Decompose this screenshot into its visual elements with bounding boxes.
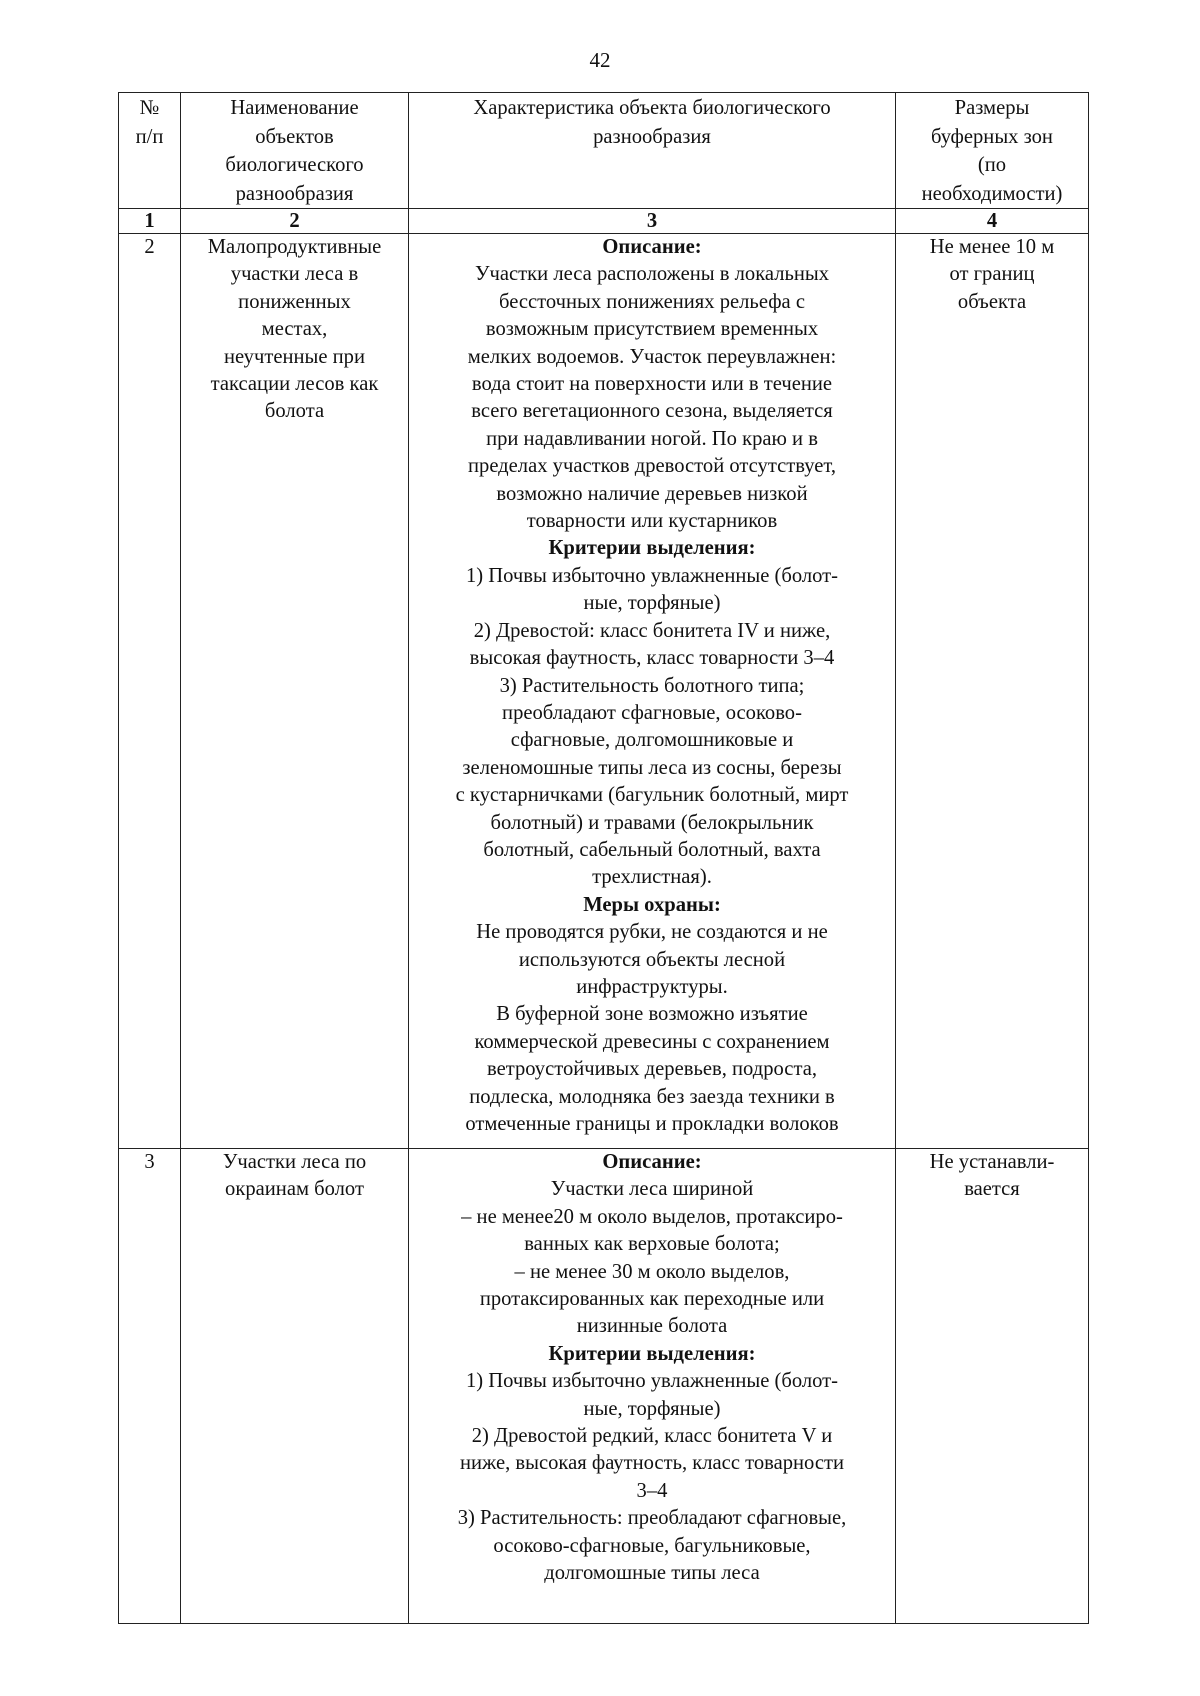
cell-line: подлеска, молодняка без заезда техники в (469, 1085, 835, 1108)
cell-line: используются объекты лесной (518, 948, 786, 971)
cell-line: В буферной зоне возможно изъятие (496, 1003, 808, 1026)
cell-line: ные, торфяные) (583, 592, 721, 615)
cell-line: окраинам болот (225, 1178, 364, 1201)
cell-line: мелких водоемов. Участок переувлажнен: (467, 345, 837, 368)
cell-line: 2) Древостой: класс бонитета IV и ниже, (473, 619, 831, 642)
cell-line: 3) Растительность: преобладают сфагновые, (457, 1507, 847, 1530)
object-name-cell (181, 234, 409, 1149)
cell-line: Малопродуктивные (207, 236, 382, 258)
table-row (119, 1149, 1089, 1624)
cell-line: трехлистная). (592, 866, 712, 889)
cell-line: Участки леса шириной (550, 1178, 754, 1201)
section-heading: Критерии выделения: (548, 1342, 756, 1365)
buffer-zone-cell (896, 1149, 1089, 1624)
header-cell-name (181, 93, 409, 209)
cell-line: Не устанавли- (929, 1151, 1055, 1173)
cell-line: Наименование (230, 97, 359, 119)
cell-line: № (139, 97, 160, 119)
characteristic-cell (409, 234, 896, 1149)
header-cell-number (119, 93, 181, 209)
cell-line: болотный, сабельный болотный, вахта (483, 838, 821, 861)
cell-line: протаксированных как переходные или (479, 1288, 825, 1311)
column-number-row (119, 209, 1089, 234)
cell-line: ванных как верховые болота; (524, 1233, 780, 1256)
cell-line: зеленомошные типы леса из сосны, березы (462, 756, 842, 779)
header-cell-characteristic (409, 93, 896, 209)
cell-line: с кустарничками (багульник болотный, мирт (455, 784, 849, 807)
cell-line: болотный) и травами (белокрыльник (490, 811, 814, 834)
biodiversity-table (118, 92, 1089, 1624)
cell-line: 3–4 (636, 1479, 668, 1502)
cell-line: Не проводятся рубки, не создаются и не (476, 921, 828, 944)
object-name-cell (181, 1149, 409, 1624)
cell-line: коммерческой древесины с сохранением (474, 1030, 830, 1053)
cell-line: 1) Почвы избыточно увлажненные (болот- (465, 564, 839, 587)
cell-line: местах, (261, 318, 328, 341)
section-heading: Критерии выделения: (548, 537, 756, 560)
cell-line: высокая фаутность, класс товарности 3–4 (469, 647, 835, 670)
cell-line: буферных зон (931, 125, 1053, 148)
cell-line: неучтенные при (224, 345, 365, 368)
cell-line: при надавливании ногой. По краю и в (486, 427, 818, 450)
cell-line: бессточных понижениях рельефа с (499, 290, 805, 313)
cell-line: преобладают сфагновые, осоково- (502, 701, 802, 724)
characteristic-cell (409, 1149, 896, 1624)
cell-line: возможным присутствием временных (485, 318, 819, 341)
section-heading: Меры охраны: (583, 893, 721, 916)
cell-line: 1) Почвы избыточно увлажненные (болот- (465, 1370, 839, 1393)
row-number: 2 (119, 234, 181, 1149)
cell-line: разнообразия (593, 125, 711, 148)
table-row (119, 234, 1089, 1149)
cell-line: необходимости) (921, 182, 1063, 205)
cell-line: низинные болота (576, 1315, 728, 1338)
cell-line: – не менее20 м около выделов, протаксиро- (461, 1205, 843, 1228)
section-heading: Описание: (602, 1151, 702, 1173)
cell-line: вода стоит на поверхности или в течение (471, 373, 833, 396)
cell-line: Характеристика объекта биологического (473, 97, 831, 119)
cell-line: разнообразия (235, 182, 354, 205)
cell-line: объекта (957, 290, 1027, 313)
cell-line: п/п (135, 125, 164, 148)
cell-line: вается (964, 1178, 1020, 1201)
column-number: 1 (119, 209, 181, 234)
column-number: 3 (409, 209, 896, 234)
cell-line: ветроустойчивых деревьев, подроста, (487, 1058, 817, 1081)
cell-line: таксации лесов как (210, 373, 379, 396)
cell-line: объектов (255, 125, 334, 148)
header-cell-buffer (896, 93, 1089, 209)
section-heading: Описание: (602, 236, 702, 258)
cell-line: возможно наличие деревьев низкой (496, 482, 808, 505)
cell-line: Участки леса расположены в локальных (474, 263, 830, 286)
cell-line: долгомошные типы леса (544, 1562, 760, 1585)
column-number: 2 (181, 209, 409, 234)
row-number: 3 (119, 1149, 181, 1624)
cell-line: Не менее 10 м (929, 236, 1055, 258)
cell-line: 3) Растительность болотного типа; (499, 674, 805, 697)
cell-line: ные, торфяные) (583, 1397, 721, 1420)
buffer-zone-cell (896, 234, 1089, 1149)
cell-line: ниже, высокая фаутность, класс товарности (459, 1452, 845, 1475)
cell-line: – не менее 30 м около выделов, (514, 1260, 790, 1283)
cell-line: Размеры (954, 97, 1030, 119)
cell-line: осоково-сфагновые, багульниковые, (493, 1534, 811, 1557)
cell-line: болота (264, 400, 325, 423)
page-number: 42 (589, 48, 611, 72)
cell-line: пониженных (238, 290, 351, 313)
cell-line: сфагновые, долгомошниковые и (510, 729, 794, 752)
cell-line: Участки леса по (222, 1151, 367, 1173)
cell-line: биологического (225, 154, 364, 176)
cell-line: от границ (949, 263, 1035, 286)
cell-line: 2) Древостой редкий, класс бонитета V и (471, 1425, 833, 1448)
cell-line: товарности или кустарников (526, 510, 778, 533)
cell-line: инфраструктуры. (576, 975, 728, 998)
cell-line: всего вегетационного сезона, выделяется (471, 400, 833, 423)
cell-line: (по (977, 154, 1007, 176)
cell-line: участки леса в (230, 263, 359, 286)
cell-line: отмеченные границы и прокладки волоков (465, 1113, 839, 1135)
table-header-row (119, 93, 1089, 209)
column-number: 4 (896, 209, 1089, 234)
cell-line: пределах участков древостой отсутствует, (468, 455, 836, 478)
